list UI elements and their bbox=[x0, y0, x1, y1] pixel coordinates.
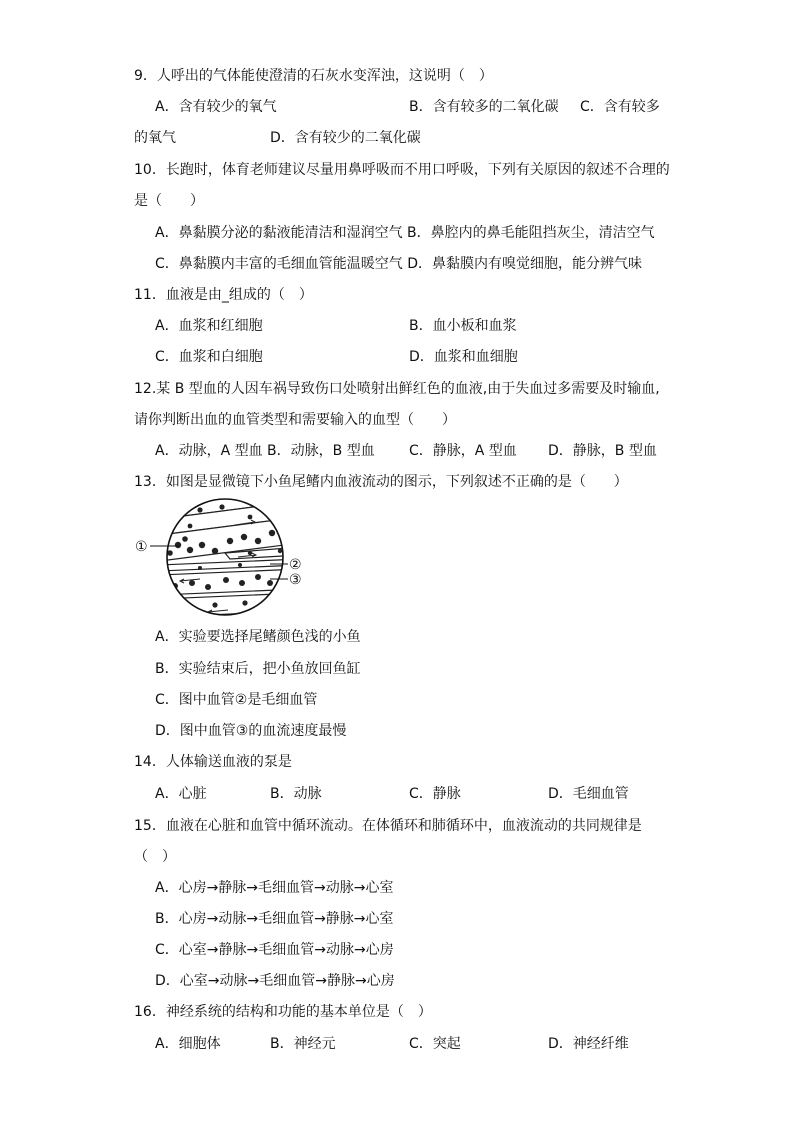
question-12-option-c: C．静脉，A 型血 bbox=[409, 443, 517, 459]
question-14-stem: 14．人体输送血液的泵是 bbox=[134, 754, 292, 770]
figure-label-3: ③ bbox=[289, 572, 302, 588]
question-12-stem: 12.某 B 型血的人因车祸导致伤口处喷射出鲜红色的血液,由于失血过多需要及时输血, bbox=[134, 381, 660, 397]
question-11-option-b: B．血小板和血浆 bbox=[409, 318, 517, 334]
question-15-answer-paren: （ ） bbox=[134, 849, 176, 865]
question-14-option-a: A．心脏 bbox=[155, 786, 207, 802]
question-16-option-c: C．突起 bbox=[409, 1036, 461, 1052]
question-16-option-d: D．神经纤维 bbox=[548, 1036, 629, 1052]
question-15-option-c: C．心室→静脉→毛细血管→动脉→心房 bbox=[155, 942, 394, 958]
question-13-option-d: D．图中血管③的血流速度最慢 bbox=[155, 723, 347, 739]
fish-tail-blood-flow-figure bbox=[130, 495, 310, 625]
question-9-option-c-continued: 的氧气 bbox=[134, 130, 176, 146]
question-12-options-ab: A．动脉，A 型血 B．动脉，B 型血 bbox=[155, 443, 375, 459]
question-14-option-c: C．静脉 bbox=[409, 786, 461, 802]
question-10-stem: 10．长跑时，体育老师建议尽量用鼻呼吸而不用口呼吸，下列有关原因的叙述不合理的 bbox=[134, 162, 670, 178]
microscope-field bbox=[160, 495, 300, 617]
question-16-option-a: A．细胞体 bbox=[155, 1036, 221, 1052]
question-13-option-c: C．图中血管②是毛细血管 bbox=[155, 692, 318, 708]
question-13-option-b: B．实验结束后，把小鱼放回鱼缸 bbox=[155, 661, 361, 677]
question-11-option-c: C．血浆和白细胞 bbox=[155, 349, 263, 365]
question-16-option-b: B．神经元 bbox=[270, 1036, 336, 1052]
question-12-stem-continued: 请你判断出血的血管类型和需要输入的血型（ ） bbox=[134, 412, 456, 428]
figure-label-2: ② bbox=[289, 557, 302, 573]
question-10-options-ab: A．鼻黏膜分泌的黏液能清洁和湿润空气 B．鼻腔内的鼻毛能阻挡灰尘，清洁空气 bbox=[155, 225, 655, 241]
question-15-option-d: D．心室→动脉→毛细血管→静脉→心房 bbox=[155, 973, 395, 989]
question-9-stem: 9．人呼出的气体能使澄清的石灰水变浑浊，这说明（ ） bbox=[134, 68, 493, 84]
question-11-option-a: A．血浆和红细胞 bbox=[155, 318, 263, 334]
question-9-option-d: D．含有较少的二氧化碳 bbox=[270, 130, 421, 146]
figure-label-1: ① bbox=[135, 539, 148, 555]
question-13-stem: 13．如图是显微镜下小鱼尾鳍内血液流动的图示，下列叙述不正确的是（ ） bbox=[134, 474, 628, 490]
question-15-stem: 15．血液在心脏和血管中循环流动。在体循环和肺循环中，血液流动的共同规律是 bbox=[134, 818, 642, 834]
question-11-option-d: D．血浆和血细胞 bbox=[409, 349, 518, 365]
question-9-option-a: A．含有较少的氧气 bbox=[155, 99, 277, 115]
question-10-stem-continued: 是（ ） bbox=[134, 193, 204, 209]
question-14-option-b: B．动脉 bbox=[270, 786, 322, 802]
question-16-stem: 16．神经系统的结构和功能的基本单位是（ ） bbox=[134, 1004, 432, 1020]
question-9-option-c: C．含有较多 bbox=[580, 99, 660, 115]
question-10-options-cd: C．鼻黏膜内丰富的毛细血管能温暖空气 D．鼻黏膜内有嗅觉细胞，能分辨气味 bbox=[155, 256, 643, 272]
question-9-option-b: B．含有较多的二氧化碳 bbox=[409, 99, 559, 115]
question-11-stem: 11．血液是由_组成的（ ） bbox=[134, 287, 313, 303]
question-12-option-d: D．静脉，B 型血 bbox=[548, 443, 657, 459]
question-14-option-d: D．毛细血管 bbox=[548, 786, 629, 802]
question-15-option-a: A．心房→静脉→毛细血管→动脉→心室 bbox=[155, 880, 394, 896]
question-15-option-b: B．心房→动脉→毛细血管→静脉→心室 bbox=[155, 911, 394, 927]
question-13-option-a: A．实验要选择尾鳍颜色浅的小鱼 bbox=[155, 629, 361, 645]
